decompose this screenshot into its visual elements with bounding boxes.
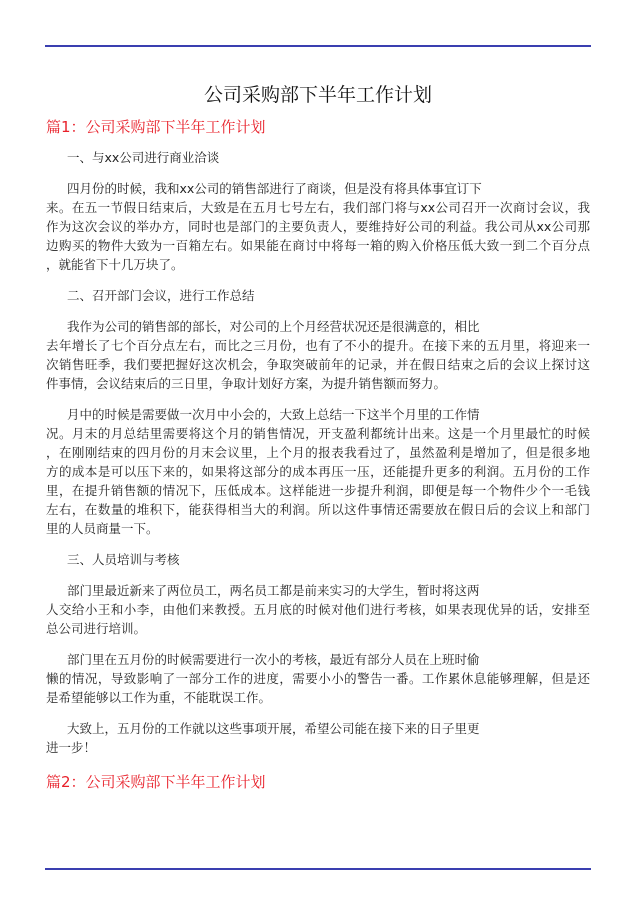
text-line: 大致上，五月份的工作就以这些事项开展，希望公司能在接下来的日子里更 [67,721,480,736]
paragraph [46,581,590,638]
header-rule [45,45,591,47]
paragraph [46,317,590,393]
text-line: 来。在五一节假日结束后，大致是在五月七号左右，我们部门将与xx公司召开一次商讨会议，我 [46,200,590,215]
document-body [46,80,590,803]
section-heading-1: 篇1：公司采购部下半年工作计划 [46,118,266,136]
paragraph [46,650,590,707]
text-line: ，在刚刚结束的四月份的月末会议里，上个月的报表我看过了，虽然盈利是增加了，但是很多地 [46,445,590,460]
text-line: 我作为公司的销售部的部长，对公司的上个月经营状况还是很满意的，相比 [67,319,480,334]
text-line: 是希望能够以工作为重，不能耽误工作。 [46,690,272,705]
paragraph [46,405,590,538]
subheading: 二、召开部门会议，进行工作总结 [67,288,255,303]
text-line: ，就能省下十几万块了。 [46,257,184,272]
text-line: 进一步！ [46,740,97,755]
footer-rule [45,868,591,870]
text-line: 况。月末的月总结里需要将这个月的销售情况，开支盈利都统计出来。这是一个月里最忙的时候 [46,426,590,441]
section-1-content [46,148,590,757]
text-line: 月中的时候是需要做一次月中小会的，大致上总结一下这半个月里的工作情 [67,407,480,422]
text-line: 左右，在数量的堆积下，能获得相当大的利润。所以这件事情还需要放在假日后的会议上和部门 [46,502,590,517]
text-line: 次销售旺季，我们要把握好这次机会，争取突破前年的记录，并在假日结束之后的会议上探讨这 [46,357,590,372]
subheading: 一、与xx公司进行商业洽谈 [67,150,220,165]
text-line: 总公司进行培训。 [46,621,147,636]
paragraph [46,719,590,757]
text-line: 人交给小王和小李，由他们来教授。五月底的时候对他们进行考核，如果表现优异的话，安排至 [46,602,590,617]
subheading: 三、人员培训与考核 [67,552,180,567]
text-line: 四月份的时候，我和xx公司的销售部进行了商谈，但是没有将具体事宜订下 [67,181,482,196]
text-line: 件事情，会议结束后的三日里，争取计划好方案，为提升销售额而努力。 [46,376,447,391]
paragraph [46,179,590,274]
text-line: 方的成本是可以压下来的，如果将这部分的成本再压一压，还能提升更多的利润。五月份的工作 [46,464,590,479]
section-heading-2: 篇2：公司采购部下半年工作计划 [46,773,266,791]
text-line: 去年增长了七个百分点左右，而比之三月份，也有了不小的提升。在接下来的五月里，将迎来一 [46,338,590,353]
text-line: 作为这次会议的举办方，同时也是部门的主要负责人，要维持好公司的利益。我公司从xx公司那 [46,219,590,234]
text-line: 里，在提升销售额的情况下，压低成本。这样能进一步提升利润，即便是每一个物件少个一毛钱 [46,483,590,498]
text-line: 部门里在五月份的时候需要进行一次小的考核，最近有部分人员在上班时偷 [67,652,480,667]
text-line: 边购买的物件大致为一百箱左右。如果能在商讨中将每一箱的购入价格压低大致一到二个百分点 [46,238,590,253]
document-title: 公司采购部下半年工作计划 [203,84,432,106]
text-line: 部门里最近新来了两位员工，两名员工都是前来实习的大学生，暂时将这两 [67,583,480,598]
text-line: 懒的情况，导致影响了一部分工作的进度，需要小小的警告一番。工作累休息能够理解，但是还 [46,671,590,686]
text-line: 里的人员商量一下。 [46,521,159,536]
